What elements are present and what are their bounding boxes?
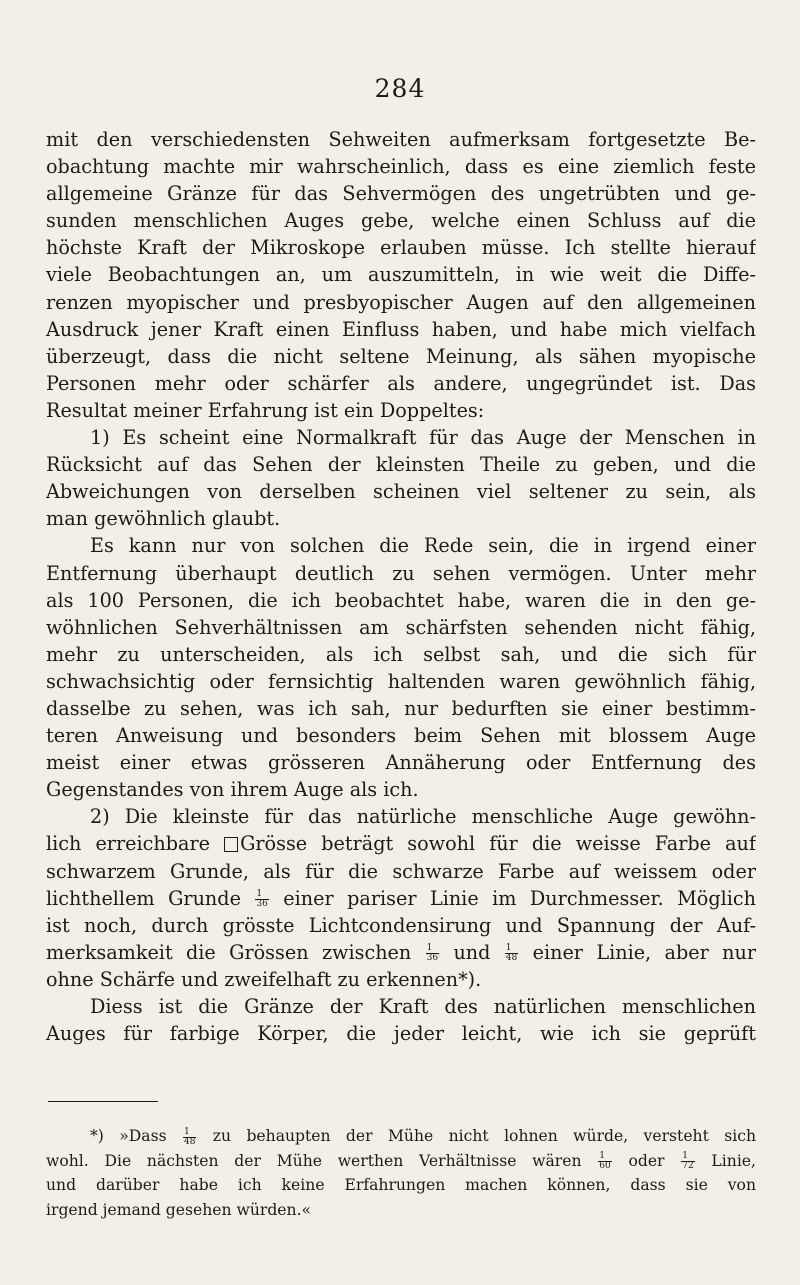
text-line: obachtung machte mir wahrscheinlich, dass es eine ziemlich feste	[46, 155, 756, 179]
text-line: dasselbe zu sehen, was ich sah, nur bedurften sie einer bestimm-	[46, 696, 756, 720]
text-line: Ausdruck jener Kraft einen Einfluss haben, und habe mich vielfach	[46, 317, 756, 341]
footnote-line: irgend jemand gesehen würden.«	[46, 1200, 312, 1219]
fraction	[598, 1152, 611, 1171]
text-segment: und	[440, 940, 504, 964]
text-line: Es kann nur von solchen die Rede sein, die in irgend einer	[90, 534, 756, 558]
fraction	[426, 944, 439, 963]
page-number: 284	[374, 74, 426, 103]
fraction-denominator: 36	[256, 899, 268, 910]
text-line: schwarzem Grunde, als für die schwarze Farbe auf weissem oder	[46, 859, 756, 883]
text-segment: Linie,	[695, 1151, 756, 1170]
fraction	[681, 1152, 694, 1171]
text-segment: einer Linie, aber nur	[519, 940, 756, 964]
fraction-numerator: 1	[681, 1152, 694, 1162]
text-segment: oder	[612, 1151, 681, 1170]
text-line: Abweichungen von derselben scheinen viel seltener zu sein, als	[46, 480, 756, 504]
fraction	[183, 1128, 196, 1147]
text-line: Resultat meiner Erfahrung ist ein Doppeltes:	[46, 398, 485, 422]
text-line: sunden menschlichen Auges gebe, welche einen Schluss auf die	[46, 209, 756, 233]
text-line: ist noch, durch grösste Lichtcondensirung und Spannung der Auf-	[46, 913, 756, 937]
text-line: höchste Kraft der Mikroskope erlauben müsse. Ich stellte hierauf	[46, 236, 756, 260]
text-line: Personen mehr oder schärfer als andere, ungegründet ist. Das	[46, 371, 756, 395]
text-line: Auges für farbige Körper, die jeder leicht, wie ich sie geprüft	[46, 1022, 756, 1046]
text-line	[46, 885, 756, 912]
text-line: meist einer etwas grösseren Annäherung oder Entfernung des	[46, 751, 756, 775]
fraction-numerator: 1	[505, 944, 518, 954]
fraction-denominator: 72	[682, 1161, 694, 1171]
text-line: mit den verschiedensten Sehweiten aufmerksam fortgesetzte Be-	[46, 128, 756, 151]
fraction-numerator: 1	[598, 1152, 611, 1162]
text-line: teren Anweisung und besonders beim Sehen mit blossem Auge	[46, 724, 756, 748]
text-segment: lichthellem Grunde	[46, 886, 255, 910]
fraction-denominator: 60	[599, 1161, 611, 1171]
text-line: Gegenstandes von ihrem Auge als ich.	[46, 778, 419, 802]
text-segment: *) »Dass	[90, 1127, 182, 1145]
text-line: Entfernung überhaupt deutlich zu sehen vermögen. Unter mehr	[46, 561, 756, 585]
text-line: mehr zu unterscheiden, als ich selbst sah, und die sich für	[46, 642, 756, 666]
fraction	[255, 890, 268, 909]
footnote-rule	[48, 1101, 158, 1102]
text-line: 2) Die kleinste für das natürliche menschliche Auge gewöhn-	[90, 805, 756, 829]
text-line: renzen myopischer und presbyopischer Augen auf den allgemeinen	[46, 290, 756, 314]
text-segment: merksamkeit die Grössen zwischen	[46, 940, 425, 964]
text-line: als 100 Personen, die ich beobachtet habe, waren die in den ge-	[46, 588, 756, 612]
fraction-numerator: 1	[183, 1128, 196, 1138]
text-line: 1) Es scheint eine Normalkraft für das Auge der Menschen in	[90, 426, 756, 450]
footnote-line: und darüber habe ich keine Erfahrungen machen können, dass sie von	[46, 1176, 756, 1194]
text-line: Rücksicht auf das Sehen der kleinsten Theile zu geben, und die	[46, 453, 756, 477]
text-line: allgemeine Gränze für das Sehvermögen des ungetrübten und ge-	[46, 182, 756, 206]
text-line: überzeugt, dass die nicht seltene Meinung, als sähen myopische	[46, 344, 756, 368]
text-segment: einer pariser Linie im Durchmesser. Möglich	[269, 886, 756, 910]
text-line: ohne Schärfe und zweifelhaft zu erkennen*).	[46, 967, 482, 991]
text-line	[46, 830, 756, 857]
text-line: man gewöhnlich glaubt.	[46, 507, 281, 531]
text-line: schwachsichtig oder fernsichtig haltenden waren gewöhnlich fähig,	[46, 669, 756, 693]
text-segment: zu behaupten der Mühe nicht lohnen würde, versteht sich	[197, 1127, 756, 1145]
fraction-denominator: 48	[505, 953, 518, 964]
text-segment: wohl. Die nächsten der Mühe werthen Verhältnisse wären	[46, 1151, 598, 1170]
text-line: Diess ist die Gränze der Kraft des natürlichen menschlichen	[90, 995, 756, 1018]
footnote	[46, 1124, 756, 1222]
fraction-denominator: 36	[426, 953, 439, 964]
fraction-denominator: 48	[183, 1136, 196, 1147]
footnote-line	[46, 1149, 756, 1174]
fraction	[505, 944, 518, 963]
body-text	[46, 126, 756, 1047]
text-segment: Grösse beträgt sowohl für die weisse Farbe auf	[240, 832, 756, 856]
text-line: wöhnlichen Sehverhältnissen am schärfsten sehenden nicht fähig,	[46, 615, 756, 639]
text-segment: lich erreichbare	[46, 832, 225, 856]
fraction-numerator: 1	[426, 944, 439, 954]
footnote-line	[46, 1124, 756, 1149]
fraction-numerator: 1	[255, 890, 268, 900]
text-line: viele Beobachtungen an, um auszumitteln, in wie weit die Diffe-	[46, 263, 756, 287]
square-symbol	[224, 837, 238, 852]
text-line	[46, 939, 756, 966]
